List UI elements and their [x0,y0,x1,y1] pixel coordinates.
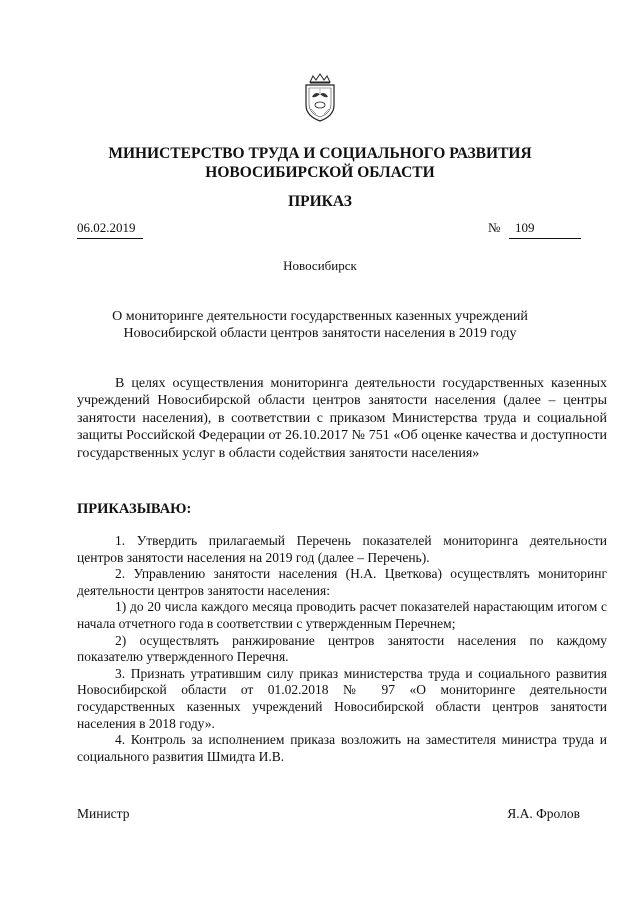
order-items [77,533,607,765]
order-item: 2. Управлению занятости населения (Н.А. Цветкова) осуществлять мониторинг деятельности центров занятости населения: [77,566,607,598]
document-city: Новосибирск [283,258,357,273]
ministry-name-line1: МИНИСТЕРСТВО ТРУДА И СОЦИАЛЬНОГО РАЗВИТИЯ [108,145,532,162]
order-item: 3. Признать утратившим силу приказ министерства труда и социального развития Новосибирской области от 01.02.2018 № 97 «О мониторинге деятельности государственных казенных учреждений Новосибирской области центров занятости населения в 2018 году». [77,665,607,731]
number-sign: № [488,220,501,235]
document-subject [100,308,540,342]
subject-line1: О мониторинге деятельности государственных казенных учреждений [112,309,528,324]
order-heading: ПРИКАЗЫВАЮ: [77,501,192,517]
subject-line2: Новосибирской области центров занятости населения в 2019 году [123,326,517,341]
coat-of-arms-icon [302,73,338,123]
order-subitem: 2) осуществлять ранжирование центров занятости населения по каждому показателю утвержденного Перечня. [77,632,607,665]
signatory-position: Министр [77,806,130,821]
order-item: 1. Утвердить прилагаемый Перечень показателей мониторинга деятельности центров занятости населения на 2019 год (далее – Перечень). [77,533,607,565]
document-type: ПРИКАЗ [288,193,352,210]
order-item: 4. Контроль за исполнением приказа возложить на заместителя министра труда и социального развития Шмидта И.В. [77,732,607,764]
document-number: 109 [509,220,581,239]
order-subitem: 1) до 20 числа каждого месяца проводить расчет показателей нарастающим итогом с начала отчетного года в соответствии с утвержденным Перечнем; [77,599,607,631]
signatory-name: Я.А. Фролов [507,806,580,821]
preamble-paragraph: В целях осуществления мониторинга деятельности государственных казенных учреждений Новосибирской области центров занятости населения (далее – центры занятости населения), в соответствии с приказом Министерства труда и социальной защиты Российской Федерации от 26.10.2017 № 751 «Об оценке качества и доступности государственных услуг в области содействия занятости населения» [77,376,607,461]
document-date: 06.02.2019 [77,220,143,239]
ministry-name-line2: НОВОСИБИРСКОЙ ОБЛАСТИ [205,164,435,181]
ministry-name [60,144,580,182]
